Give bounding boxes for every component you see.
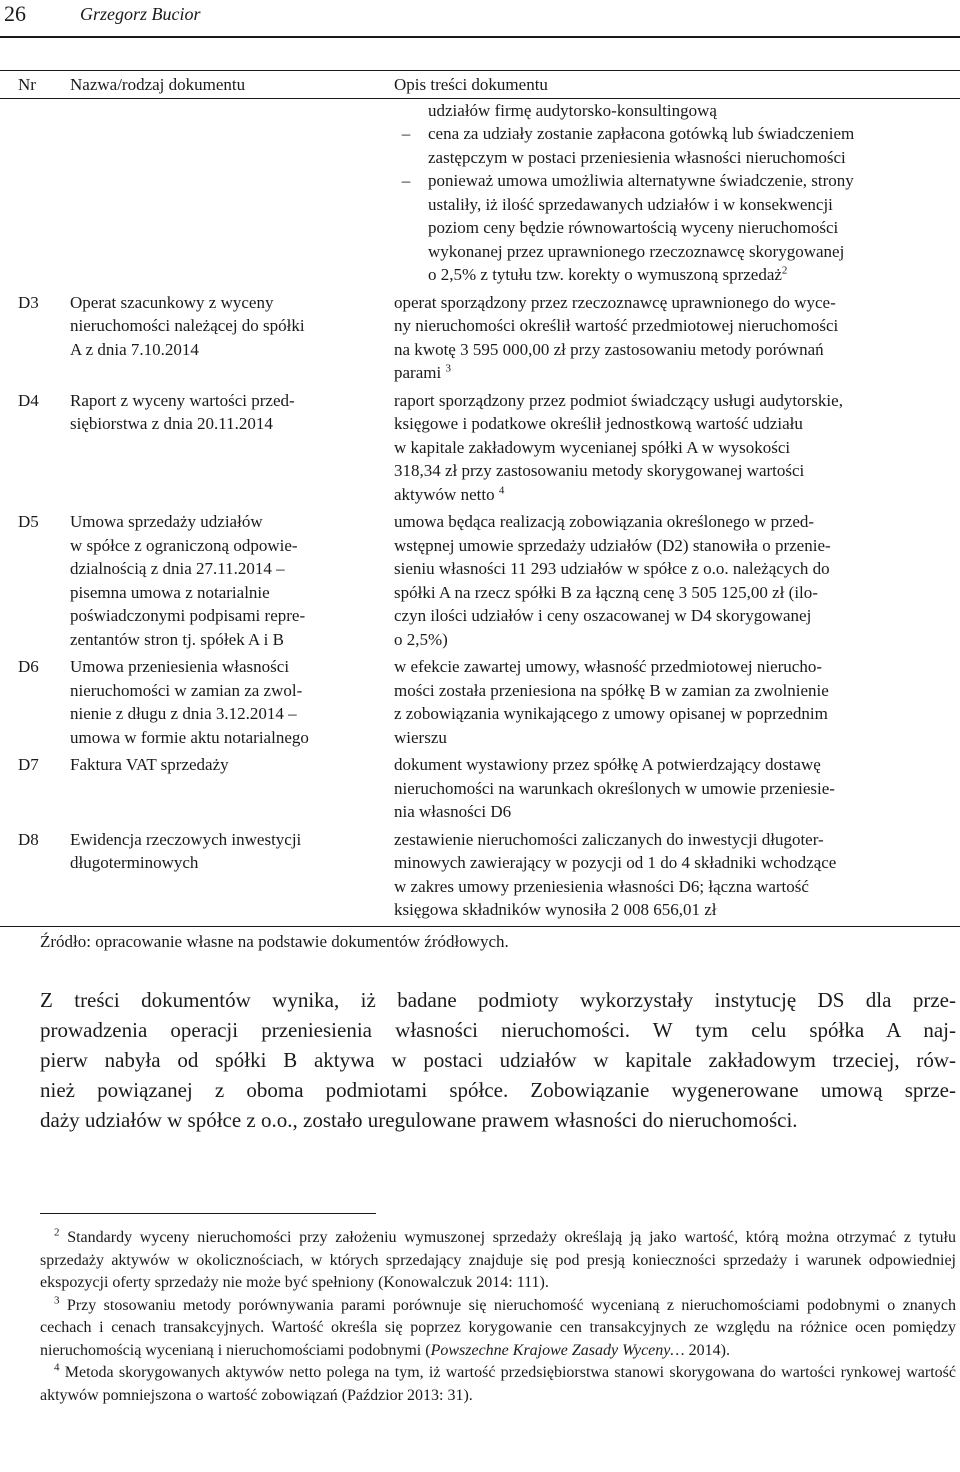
name-line: poświadczonymi podpisami repre- — [70, 606, 306, 625]
desc-line: spółki A na rzecz spółki B za łączną cenę 3 505 125,00 zł (ilo- — [394, 582, 818, 602]
desc-line: minowych zawierający w pozycji od 1 do 4 składniki wchodzące — [394, 853, 837, 872]
continued-lead: udziałów firmę audytorsko-konsultingową — [428, 100, 717, 120]
body-line: pierw nabyła od spółki B aktywa w postaci udziałów w kapitale zakładowym trzeciej, rów- — [40, 1048, 956, 1072]
table-row-continued — [0, 99, 960, 291]
dash-item-2: – ponieważ umowa umożliwia alternatywne świadczenie, strony ustaliły, iż ilość sprzedawanych udziałów i w konsekwencji poziom ceny będzie równowartością wyceny nieruchomości wykonanej przez uprawnionego rzeczoznawcę skorygowanej o 2,5% z tytułu tzw. korekty o wymuszoną sprzedaż$^2$ — [394, 169, 960, 287]
dash-marker: – — [401, 171, 411, 190]
desc-line: nieruchomości na warunkach określonych w umowie przeniesie- — [394, 778, 835, 798]
document-table — [0, 70, 960, 927]
body-line: daży udziałów w spółce z o.o., zostało uregulowane prawem własności do nieruchomości. — [40, 1108, 798, 1132]
desc-line: aktywów netto $^4$ — [394, 483, 505, 504]
name-line: nieruchomości w zamian za zwol- — [70, 680, 303, 700]
page-number: 26 — [4, 1, 26, 26]
desc-line: na kwotę 3 595 000,00 zł przy zastosowaniu metody porównań — [394, 339, 824, 359]
footnote-2: $^2$ Standardy wyceny nieruchomości przy założeniu wymuszonej sprzedaży określają ją jako wartość, którą można otrzymać z tytułu sprzedaży aktywów w okolicznościach, w których sprzedający znajduje się pod presją konieczności sprzedaży i warunek odpowiedniej ekspozycji oferty sprzedaży nie może być spełniony (Konowalczuk 2014: 111). — [40, 1226, 957, 1291]
row-document-name — [52, 389, 394, 507]
row-nr: D3 — [18, 292, 39, 312]
name-line: siębiorstwa z dnia 20.11.2014 — [70, 414, 273, 433]
body-line: Z treści dokumentów wynika, iż badane podmioty wykorzystały instytucję DS dla prze- — [40, 988, 956, 1012]
running-header — [0, 0, 960, 36]
running-author: Grzegorz Bucior — [80, 4, 201, 24]
name-line: Faktura VAT sprzedaży — [70, 755, 229, 774]
desc-line: z zobowiązania wynikającego z umowy opisanej w poprzednim — [394, 704, 828, 723]
row-nr: D6 — [18, 657, 39, 676]
table-header-row — [0, 71, 960, 98]
desc-line: zestawienie nieruchomości zaliczanych do inwestycji długoter- — [394, 829, 824, 849]
desc-line: parami $^3$ — [394, 362, 451, 382]
name-line: pisemna umowa z notarialnie — [70, 582, 270, 602]
footnote-ref: 3 — [445, 362, 451, 375]
desc-line: w zakres umowy przeniesienia własności D6; łączna wartość — [394, 876, 809, 896]
name-line: długoterminowych — [70, 853, 199, 872]
dash-item-1: – cena za udziały zostanie zapłacona gotówką lub świadczeniem zastępczym w postaci przeniesienia własności nieruchomości — [394, 122, 960, 169]
header-rule — [0, 36, 960, 38]
row-description — [394, 389, 960, 507]
dash-marker: – — [401, 124, 411, 143]
desc-line: nia własności D6 — [394, 802, 512, 821]
table-body — [0, 291, 960, 926]
row-document-name — [52, 655, 394, 749]
body-paragraph — [40, 985, 956, 1135]
footnote-number: 4 — [54, 1361, 60, 1374]
name-line: nienie z długu z dnia 3.12.2014 – — [70, 704, 297, 723]
name-line: Ewidencja rzeczowych inwestycji — [70, 829, 302, 849]
name-line: w spółce z ograniczoną odpowie- — [70, 535, 298, 555]
row-document-name — [52, 828, 394, 922]
row-document-name — [52, 753, 394, 824]
row-nr: D5 — [18, 512, 39, 531]
desc-line: raport sporządzony przez podmiot świadczący usługi audytorskie, — [394, 390, 843, 410]
desc-line: w efekcie zawartej umowy, własność przedmiotowej nierucho- — [394, 657, 822, 676]
name-line: Umowa przeniesienia własności — [70, 657, 290, 676]
desc-line: księgowa składników wynosiła 2 008 656,01 zł — [394, 900, 717, 919]
desc-line: księgowe i podatkowe określił jednostkową wartość udziału — [394, 414, 803, 433]
row-nr: D8 — [18, 829, 39, 849]
desc-line: operat sporządzony przez rzeczoznawcę uprawnionego do wyce- — [394, 292, 836, 312]
footnote-number: 3 — [54, 1294, 60, 1307]
table-row — [0, 655, 960, 753]
table-source: Źródło: opracowanie własne na podstawie dokumentów źródłowych. — [40, 932, 509, 951]
desc-line: sieniu własności 11 293 udziałów w spółce z o.o. należących do — [394, 559, 830, 578]
footnote-number: 2 — [54, 1226, 60, 1239]
desc-line: wstępnej umowie sprzedaży udziałów (D2) stanowiła o przenie- — [394, 535, 831, 555]
desc-line: czyn ilości udziałów i ceny oszacowanej w D4 skorygowanej — [394, 606, 812, 625]
table-row — [0, 389, 960, 511]
name-line: Raport z wyceny wartości przed- — [70, 390, 295, 410]
header-nr: Nr — [18, 75, 36, 94]
desc-line: ny nieruchomości określił wartość przedmiotowej nieruchomości — [394, 316, 839, 335]
continued-desc — [394, 99, 960, 287]
name-line: umowa w formie aktu notarialnego — [70, 727, 309, 747]
body-line: prowadzenia operacji przeniesienia własności nieruchomości. W tym celu spółka A naj- — [40, 1018, 956, 1042]
desc-line: 318,34 zł przy zastosowaniu metody skorygowanej wartości — [394, 461, 805, 480]
footnotes — [40, 1227, 956, 1407]
footnote-ref: 4 — [498, 483, 505, 496]
desc-line: dokument wystawiony przez spółkę A potwierdzający dostawę — [394, 755, 821, 774]
desc-line: wierszu — [394, 727, 447, 747]
table-row — [0, 510, 960, 655]
footnote-4: $^4$ Metoda skorygowanych aktywów netto polega na tym, iż wartość przedsiębiorstwa stanowi skorygowana do wartości rynkowej wartość aktywów pomniejszona o wartość zobowiązań (Paździor 2013: 31). — [40, 1361, 957, 1404]
footnote-ref: 2 — [781, 264, 788, 277]
row-description — [394, 753, 960, 824]
row-description — [394, 510, 960, 651]
name-line: zentantów stron tj. spółek A i B — [70, 629, 284, 649]
table-row — [0, 291, 960, 389]
header-desc: Opis treści dokumentu — [394, 75, 548, 94]
row-document-name — [52, 291, 394, 385]
desc-line: o 2,5%) — [394, 629, 448, 649]
name-line: A z dnia 7.10.2014 — [70, 339, 199, 359]
table-row — [0, 828, 960, 926]
name-line: Operat szacunkowy z wyceny — [70, 292, 274, 312]
body-line: nież powiązanej z oboma podmiotami spółce. Zobowiązanie wygenerowane umową sprze- — [40, 1078, 956, 1102]
table-bottom-rule — [0, 926, 960, 927]
desc-line: umowa będąca realizacją zobowiązania określonego w przed- — [394, 512, 815, 531]
header-name: Nazwa/rodzaj dokumentu — [70, 75, 246, 94]
footnote-3: $^3$ Przy stosowaniu metody porównywania parami porównuje się nieruchomość wycenianą z nieruchomościami podobnymi o znanych cechach i cenach transakcyjnych. Wartość określa się poprzez korygowanie cen transakcyjnych ze względu na różnice ocen pomiędzy nieruchomością wycenianą i nieruchomościami podobnymi (Powszechne Krajowe Zasady Wyceny… 2014). — [40, 1294, 957, 1359]
name-line: nieruchomości należącej do spółki — [70, 316, 305, 335]
desc-line: w kapitale zakładowym wycenianej spółki A w wysokości — [394, 437, 791, 457]
table-row — [0, 753, 960, 828]
row-description — [394, 655, 960, 749]
row-document-name — [52, 510, 394, 651]
row-description — [394, 828, 960, 922]
desc-line: mości została przeniesiona na spółkę B w zamian za zwolnienie — [394, 680, 829, 700]
row-nr: D4 — [18, 390, 39, 410]
row-nr: D7 — [18, 755, 39, 774]
footnote-rule — [40, 1213, 376, 1214]
name-line: dzialnością z dnia 27.11.2014 – — [70, 559, 285, 578]
row-description — [394, 291, 960, 385]
name-line: Umowa sprzedaży udziałów — [70, 512, 263, 531]
